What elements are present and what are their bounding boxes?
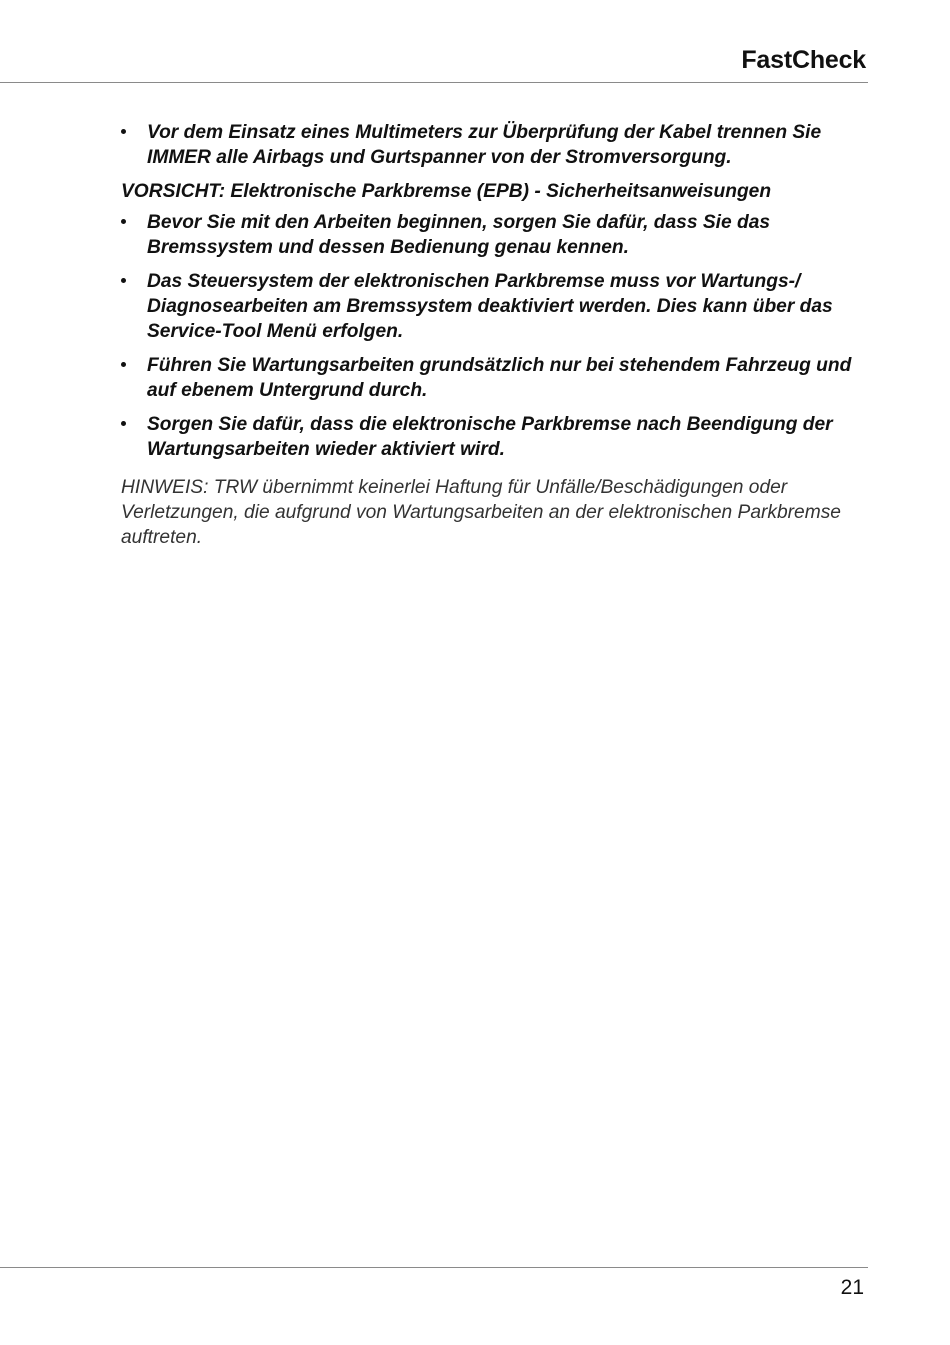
list-item-text: Führen Sie Wartungsarbeiten grundsätzlich nur bei stehendem Fahrzeug und auf ebenem Untergrund durch.: [147, 355, 852, 401]
footer-divider: [0, 1267, 868, 1268]
list-item: [121, 210, 871, 260]
disclaimer-note: HINWEIS: TRW übernimmt keinerlei Haftung für Unfälle/Beschädigungen oder Verletzungen, die aufgrund von Wartungsarbeiten an der elektronischen Parkbremse auftreten.: [121, 477, 841, 548]
page-number: 21: [840, 1276, 864, 1299]
list-item-text: Das Steuersystem der elektronischen Parkbremse muss vor Wartungs-/ Diagnosearbeiten am Bremssystem deaktiviert werden. Dies kann über das Service-Tool Menü erfolgen.: [147, 271, 833, 342]
bullet-icon: [121, 278, 126, 283]
document-body: [121, 120, 871, 550]
bullet-icon: [121, 421, 126, 426]
list-item: [121, 269, 871, 344]
list-item-text: Vor dem Einsatz eines Multimeters zur Überprüfung der Kabel trennen Sie IMMER alle Airbags und Gurtspanner von der Stromversorgung.: [147, 122, 822, 168]
bullet-icon: [121, 219, 126, 224]
epb-safety-list: [121, 210, 871, 462]
list-item-text: Sorgen Sie dafür, dass die elektronische Parkbremse nach Beendigung der Wartungsarbeiten wieder aktiviert wird.: [147, 414, 833, 460]
list-item: [121, 120, 871, 170]
bullet-icon: [121, 362, 126, 367]
list-item-text: Bevor Sie mit den Arbeiten beginnen, sorgen Sie dafür, dass Sie das Bremssystem und dessen Bedienung genau kennen.: [147, 212, 771, 258]
page-header-title: FastCheck: [741, 46, 866, 74]
header-divider: [0, 82, 868, 83]
list-item: [121, 412, 871, 462]
safety-bullet-list: [121, 120, 871, 170]
bullet-icon: [121, 129, 126, 134]
list-item: [121, 353, 871, 403]
caution-heading: VORSICHT: Elektronische Parkbremse (EPB) - Sicherheitsanweisungen: [121, 181, 772, 202]
